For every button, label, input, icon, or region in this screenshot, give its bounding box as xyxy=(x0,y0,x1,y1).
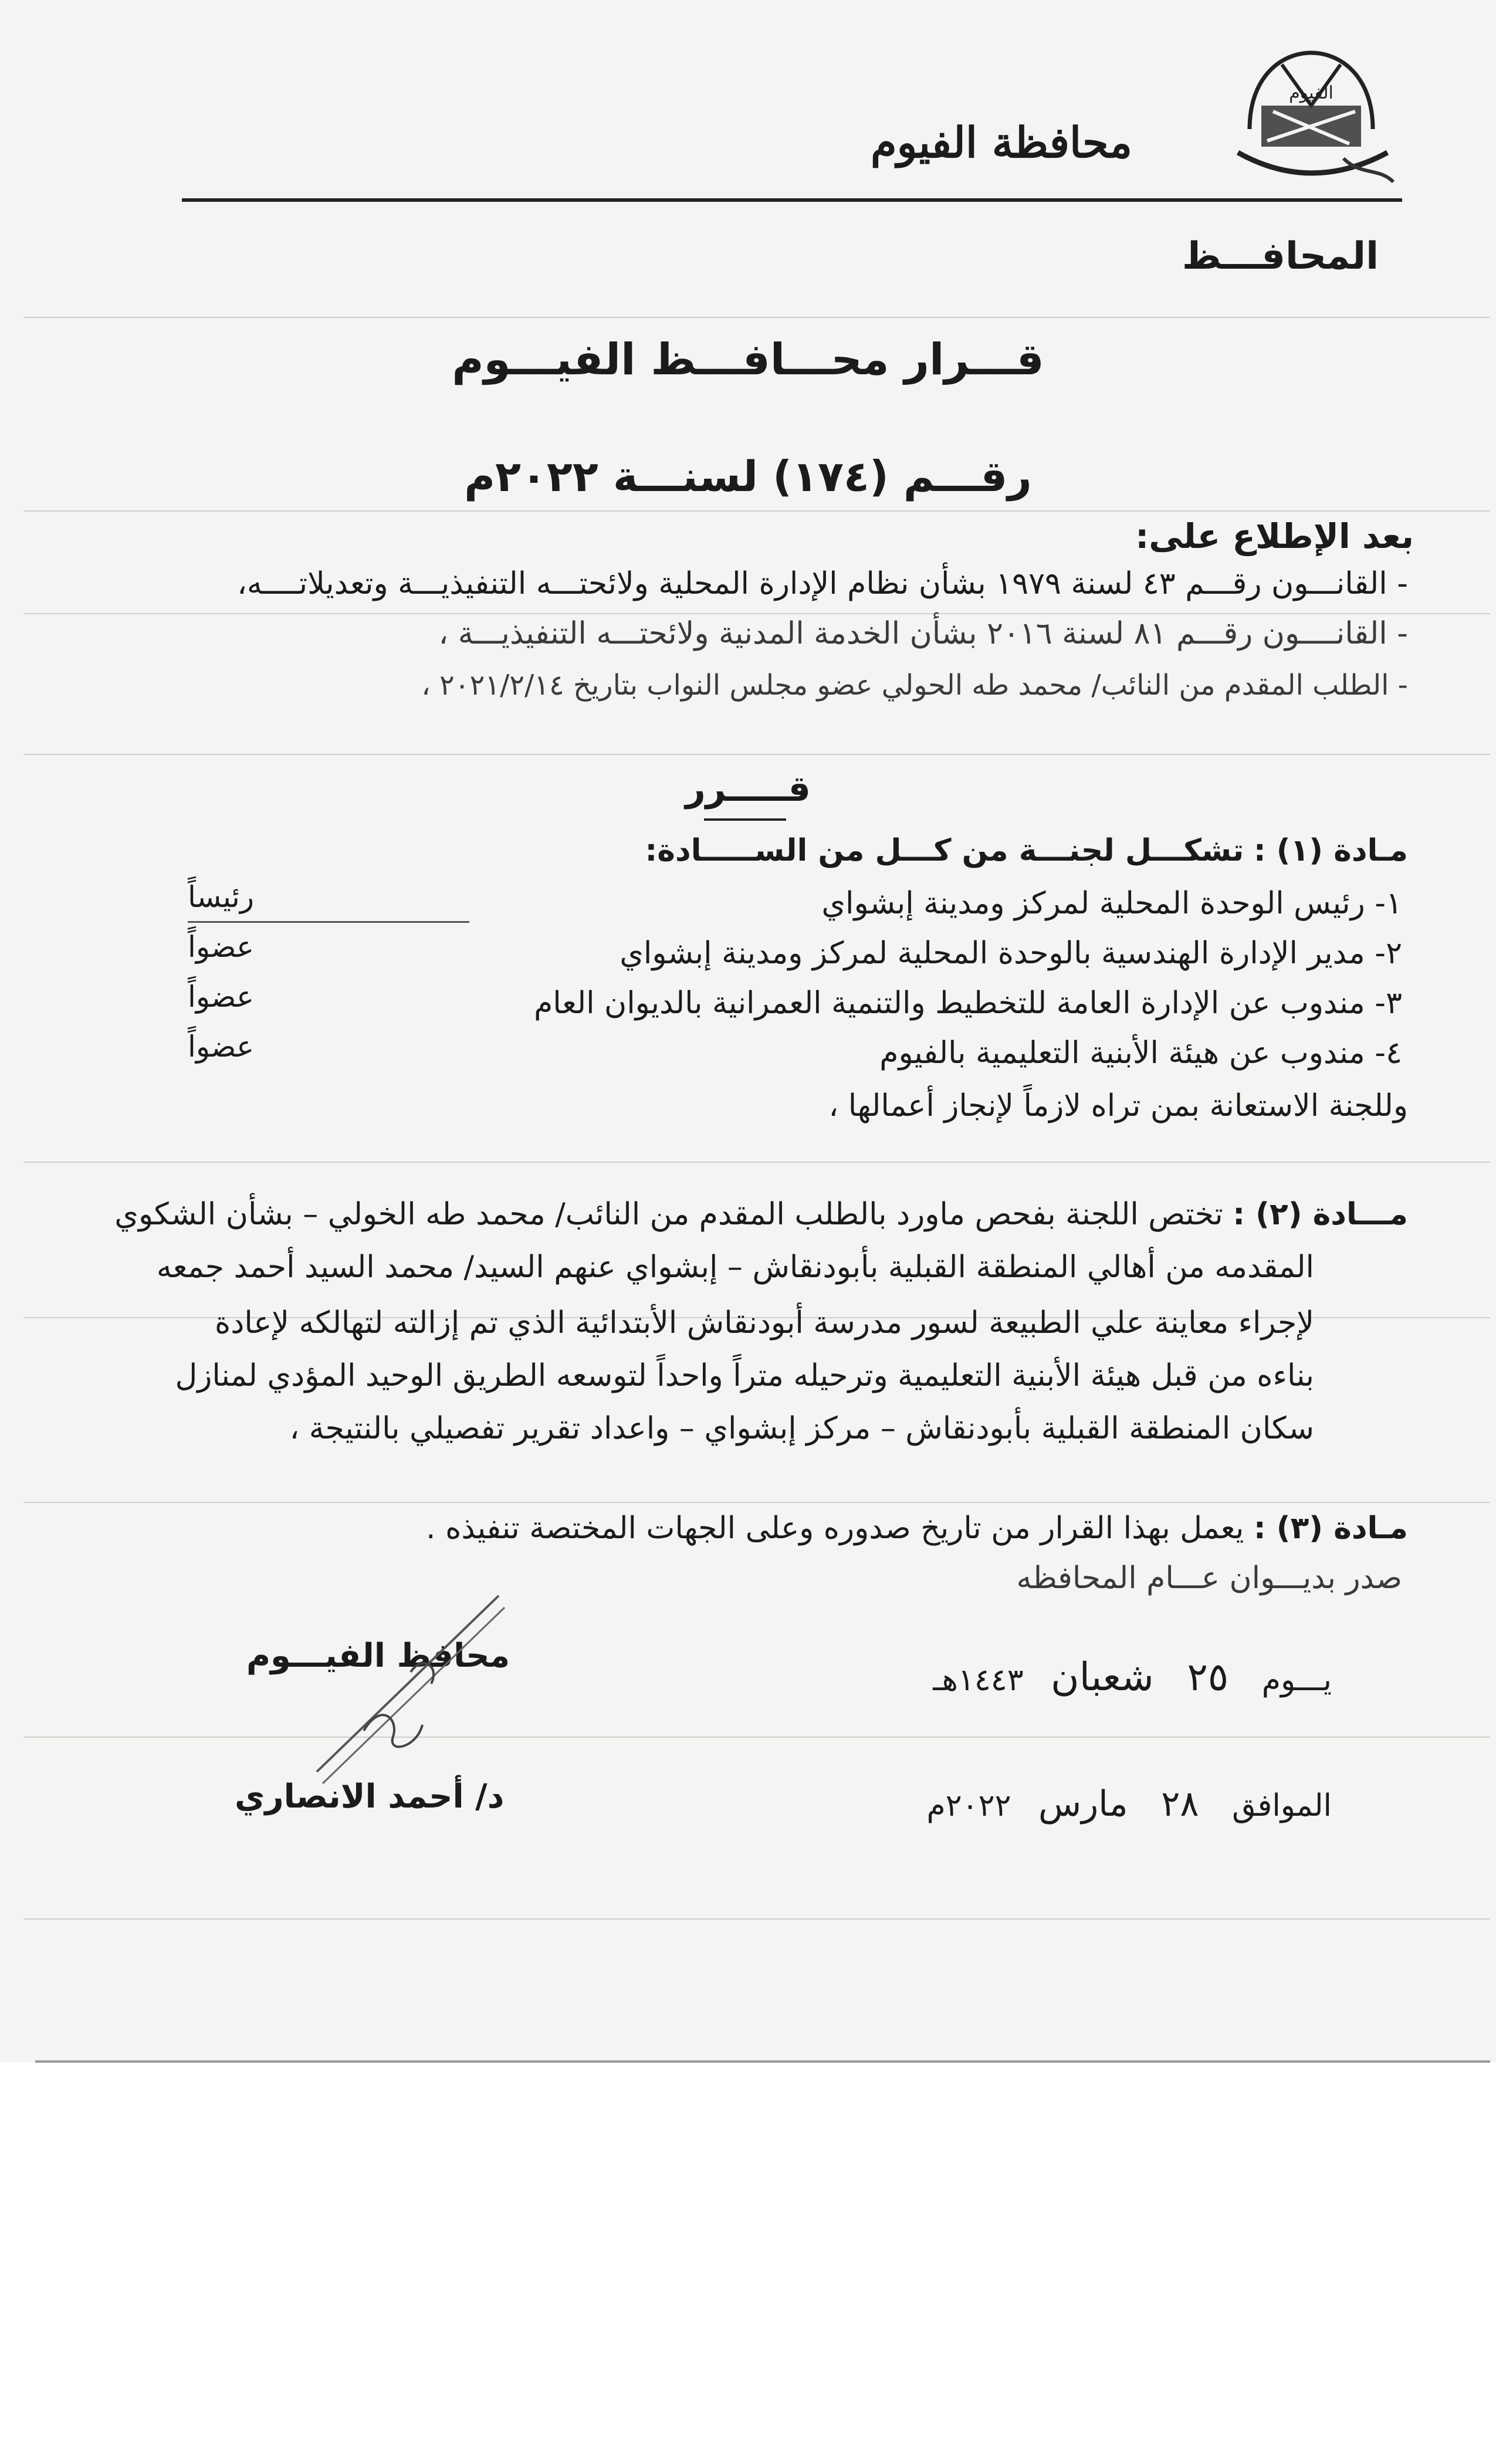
signatory-title: محافظ الفيـــوم xyxy=(246,1637,510,1675)
issued-at: صدر بديـــوان عـــام المحافظه xyxy=(1016,1561,1402,1596)
gregorian-month: مارس xyxy=(1038,1783,1128,1825)
member-role: رئيساً xyxy=(188,880,254,914)
role-strike xyxy=(188,921,469,923)
member-line: ٢- مدير الإدارة الهندسية بالوحدة المحلية لمركز ومدينة إبشواي xyxy=(620,936,1402,971)
gregorian-day: ٢٨ xyxy=(1161,1783,1199,1825)
preamble-item: - القانـــون رقـــم ٤٣ لسنة ١٩٧٩ بشأن نظام الإدارة المحلية ولائحتـــه التنفيذيـــة وتعديلاتــــه، xyxy=(237,566,1408,601)
decree-title: قـــرار محـــافـــظ الفيـــوم xyxy=(452,334,1044,385)
ruled-line xyxy=(23,1502,1490,1503)
signatory-name: د/ أحمد الانصاري xyxy=(235,1778,505,1816)
hijri-prefix: يـــوم xyxy=(1261,1663,1332,1698)
gregorian-year: ٢٠٢٢م xyxy=(926,1788,1011,1823)
member-line: ١- رئيس الوحدة المحلية لمركز ومدينة إبشواي xyxy=(821,886,1402,921)
ruled-line xyxy=(23,754,1490,755)
preamble-item: - القانــــون رقـــم ٨١ لسنة ٢٠١٦ بشأن الخدمة المدنية ولائحتـــه التنفيذيـــة ، xyxy=(438,616,1408,651)
member-line: ٣- مندوب عن الإدارة العامة للتخطيط والتنمية العمرانية بالديوان العام xyxy=(534,986,1402,1021)
hijri-month: شعبان xyxy=(1051,1654,1154,1700)
ruled-line xyxy=(23,613,1490,614)
article-3-line xyxy=(88,1511,1408,1546)
office-label: المحافـــظ xyxy=(1182,235,1379,278)
svg-text:الفيوم: الفيوم xyxy=(1289,83,1333,103)
ruled-line xyxy=(23,1162,1490,1163)
article-2-line: بناءه من قبل هيئة الأبنية التعليمية وترحيله متراً واحداً لتوسعه الطريق الوحيد المؤدي لمنازل xyxy=(175,1358,1314,1393)
handwritten-signature-icon xyxy=(305,1584,516,1795)
article-1-text: تشكـــل لجنـــة من كـــل من الســـــادة: xyxy=(645,833,1244,868)
preamble-item: - الطلب المقدم من النائب/ محمد طه الحولي عضو مجلس النواب بتاريخ ٢٠٢١/٢/١٤ ، xyxy=(421,669,1408,702)
gregorian-date xyxy=(927,1783,1332,1825)
article-1-label: مـادة (١) : xyxy=(1253,833,1408,868)
decision-heading: قـــــرر xyxy=(685,769,811,810)
article-2-text: تختص اللجنة بفحص ماورد بالطلب المقدم من النائب/ محمد طه الخولي – بشأن الشكوي xyxy=(114,1197,1223,1232)
article-2-line: سكان المنطقة القبلية بأبودنقاش – مركز إبشواي – واعداد تقرير تفصيلي بالنتيجة ، xyxy=(289,1411,1314,1446)
ruled-line xyxy=(23,1737,1490,1738)
preamble-heading: بعد الإطلاع على: xyxy=(1135,516,1414,556)
header-divider xyxy=(182,198,1402,202)
article-2-line: لإجراء معاينة علي الطبيعة لسور مدرسة أبودنقاش الأبتدائية الذي تم إزالته لتهالكه لإعادة xyxy=(215,1305,1314,1341)
article-2-line: المقدمه من أهالي المنطقة القبلية بأبودنقاش – إبشواي عنهم السيد/ محمد السيد أحمد جمعه xyxy=(156,1250,1314,1285)
article-3-text: يعمل بهذا القرار من تاريخ صدوره وعلى الجهات المختصة تنفيذه . xyxy=(426,1511,1244,1546)
hijri-day: ٢٥ xyxy=(1187,1654,1229,1700)
member-role: عضواً xyxy=(188,980,254,1014)
article-1-note: وللجنة الاستعانة بمن تراه لازماً لإنجاز أعمالها ، xyxy=(828,1088,1408,1123)
governorate-name: محافظة الفيوم xyxy=(871,117,1132,167)
hijri-year: ١٤٤٣هـ xyxy=(933,1663,1024,1698)
ruled-line xyxy=(23,1918,1490,1920)
decision-underline xyxy=(704,818,786,821)
article-2-line-1 xyxy=(88,1197,1408,1232)
gregorian-prefix: الموافق xyxy=(1232,1788,1332,1823)
ruled-line xyxy=(23,510,1490,512)
ruled-line xyxy=(23,317,1490,318)
hijri-date xyxy=(933,1654,1332,1700)
governorate-seal-icon xyxy=(1226,41,1396,188)
page-edge xyxy=(35,2060,1490,2063)
decree-number: رقـــم (١٧٤) لسنـــة ٢٠٢٢م xyxy=(464,452,1032,501)
article-1-header xyxy=(88,833,1408,868)
member-role: عضواً xyxy=(188,930,254,964)
article-2-label: مـــادة (٢) : xyxy=(1233,1197,1408,1232)
article-3-label: مـادة (٣) : xyxy=(1253,1511,1408,1546)
member-line: ٤- مندوب عن هيئة الأبنية التعليمية بالفيوم xyxy=(879,1035,1402,1071)
member-role: عضواً xyxy=(188,1030,254,1064)
